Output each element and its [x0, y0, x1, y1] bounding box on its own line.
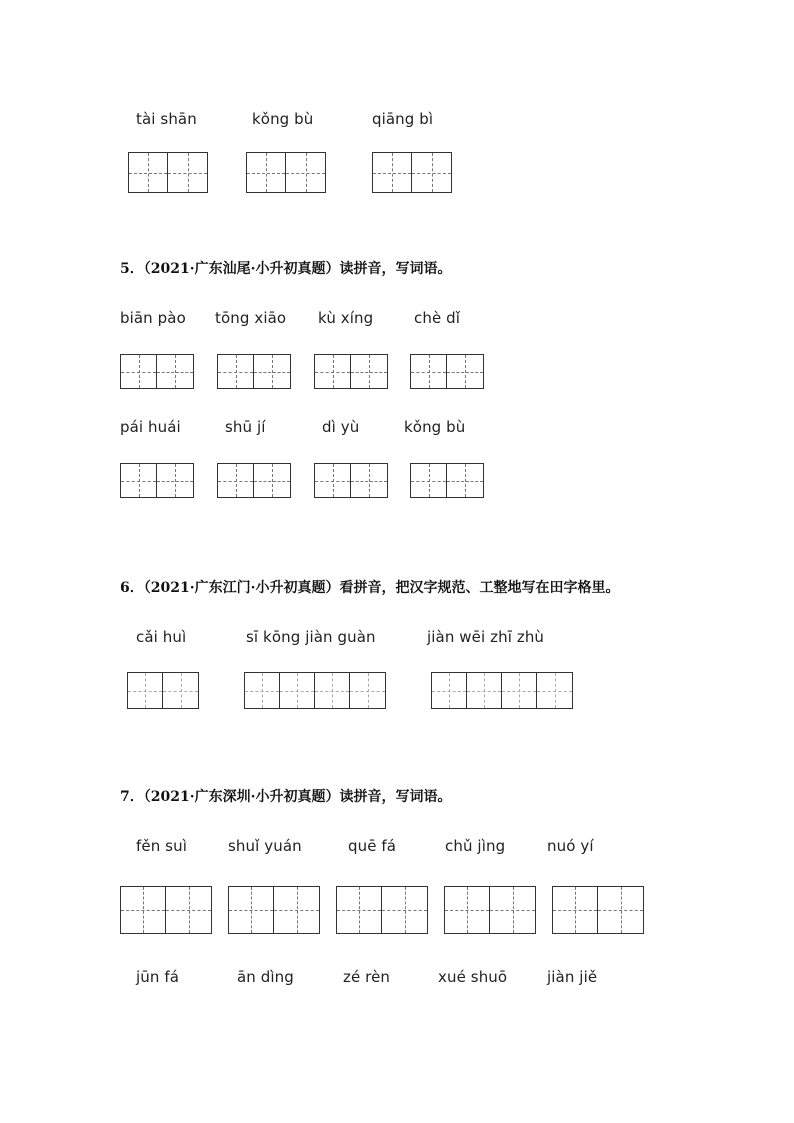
- pinyin-nuoyi: nuó yí: [547, 837, 594, 855]
- grid-cell[interactable]: [373, 153, 412, 192]
- grid-cell[interactable]: [315, 464, 351, 497]
- pinyin-bianpao: biān pào: [120, 309, 186, 327]
- grid-cell[interactable]: [412, 153, 451, 192]
- grid-cell[interactable]: [218, 355, 254, 388]
- pinyin-chedi: chè dǐ: [414, 309, 461, 327]
- grid-cell[interactable]: [121, 464, 157, 497]
- pinyin-jianjie: jiàn jiě: [547, 968, 598, 986]
- pinyin-paihuai: pái huái: [120, 418, 181, 436]
- grid-cell[interactable]: [445, 887, 490, 933]
- writing-grid[interactable]: [246, 152, 326, 193]
- writing-grid[interactable]: [217, 463, 291, 498]
- grid-cell[interactable]: [121, 355, 157, 388]
- grid-cell[interactable]: [254, 355, 290, 388]
- pinyin-anding: ān dìng: [237, 968, 294, 986]
- writing-grid[interactable]: [120, 463, 194, 498]
- writing-grid[interactable]: [127, 672, 199, 709]
- pinyin-tongxiao: tōng xiāo: [215, 309, 287, 327]
- question-text: （2021·广东深圳·小升初真题）读拼音，写词语。: [143, 789, 452, 805]
- grid-cell[interactable]: [245, 673, 280, 708]
- grid-cell[interactable]: [274, 887, 319, 933]
- pinyin-caihui: cǎi huì: [136, 628, 187, 646]
- grid-cell[interactable]: [315, 355, 351, 388]
- pinyin-xueshuo: xué shuō: [438, 968, 508, 986]
- pinyin-kuxing: kù xíng: [318, 309, 374, 327]
- writing-grid[interactable]: [431, 672, 573, 709]
- grid-cell[interactable]: [166, 887, 211, 933]
- grid-cell[interactable]: [128, 673, 163, 708]
- writing-grid[interactable]: [372, 152, 452, 193]
- writing-grid[interactable]: [444, 886, 536, 934]
- writing-grid[interactable]: [410, 463, 484, 498]
- grid-cell[interactable]: [168, 153, 207, 192]
- question-number: 6．: [120, 580, 144, 596]
- writing-grid[interactable]: [314, 463, 388, 498]
- grid-cell[interactable]: [502, 673, 537, 708]
- pinyin-diyu: dì yù: [322, 418, 360, 436]
- grid-cell[interactable]: [447, 355, 483, 388]
- writing-grid[interactable]: [217, 354, 291, 389]
- question-6-title: [120, 577, 619, 597]
- grid-cell[interactable]: [351, 355, 387, 388]
- writing-grid[interactable]: [244, 672, 386, 709]
- question-5-title: [120, 258, 451, 278]
- writing-grid[interactable]: [410, 354, 484, 389]
- grid-cell[interactable]: [315, 673, 350, 708]
- grid-cell[interactable]: [537, 673, 572, 708]
- question-number: 7．: [120, 789, 144, 805]
- grid-cell[interactable]: [157, 355, 193, 388]
- question-7-title: [120, 786, 451, 806]
- writing-grid[interactable]: [128, 152, 208, 193]
- grid-cell[interactable]: [129, 153, 168, 192]
- writing-grid[interactable]: [314, 354, 388, 389]
- pinyin-chujing: chǔ jìng: [445, 837, 506, 855]
- grid-cell[interactable]: [467, 673, 502, 708]
- grid-cell[interactable]: [490, 887, 535, 933]
- writing-grid[interactable]: [336, 886, 428, 934]
- grid-cell[interactable]: [163, 673, 198, 708]
- grid-cell[interactable]: [280, 673, 315, 708]
- grid-cell[interactable]: [229, 887, 274, 933]
- grid-cell[interactable]: [447, 464, 483, 497]
- pinyin-sikongjianguan: sī kōng jiàn guàn: [246, 628, 376, 646]
- grid-cell[interactable]: [411, 464, 447, 497]
- writing-grid[interactable]: [120, 886, 212, 934]
- question-text: （2021·广东江门·小升初真题）看拼音，把汉字规范、工整地写在田字格里。: [143, 580, 620, 596]
- grid-cell[interactable]: [157, 464, 193, 497]
- pinyin-kongbu: kǒng bù: [252, 110, 314, 128]
- question-text: （2021·广东汕尾·小升初真题）读拼音，写词语。: [143, 261, 452, 277]
- grid-cell[interactable]: [121, 887, 166, 933]
- writing-grid[interactable]: [228, 886, 320, 934]
- grid-cell[interactable]: [337, 887, 382, 933]
- grid-cell[interactable]: [432, 673, 467, 708]
- pinyin-shuji: shū jí: [225, 418, 266, 436]
- pinyin-quefa: quē fá: [348, 837, 397, 855]
- grid-cell[interactable]: [411, 355, 447, 388]
- grid-cell[interactable]: [286, 153, 325, 192]
- grid-cell[interactable]: [351, 464, 387, 497]
- grid-cell[interactable]: [218, 464, 254, 497]
- grid-cell[interactable]: [350, 673, 385, 708]
- pinyin-kongbu-2: kǒng bù: [404, 418, 466, 436]
- question-number: 5．: [120, 261, 144, 277]
- grid-cell[interactable]: [553, 887, 598, 933]
- pinyin-taishan: tài shān: [136, 110, 197, 128]
- pinyin-qiangbi: qiāng bì: [372, 110, 434, 128]
- pinyin-jianweizhizhu: jiàn wēi zhī zhù: [427, 628, 545, 646]
- grid-cell[interactable]: [598, 887, 643, 933]
- writing-grid[interactable]: [552, 886, 644, 934]
- grid-cell[interactable]: [382, 887, 427, 933]
- pinyin-fensui: fěn suì: [136, 837, 187, 855]
- grid-cell[interactable]: [247, 153, 286, 192]
- pinyin-shuiyuan: shuǐ yuán: [228, 837, 302, 855]
- grid-cell[interactable]: [254, 464, 290, 497]
- pinyin-junfa: jūn fá: [136, 968, 180, 986]
- pinyin-zeren: zé rèn: [343, 968, 391, 986]
- writing-grid[interactable]: [120, 354, 194, 389]
